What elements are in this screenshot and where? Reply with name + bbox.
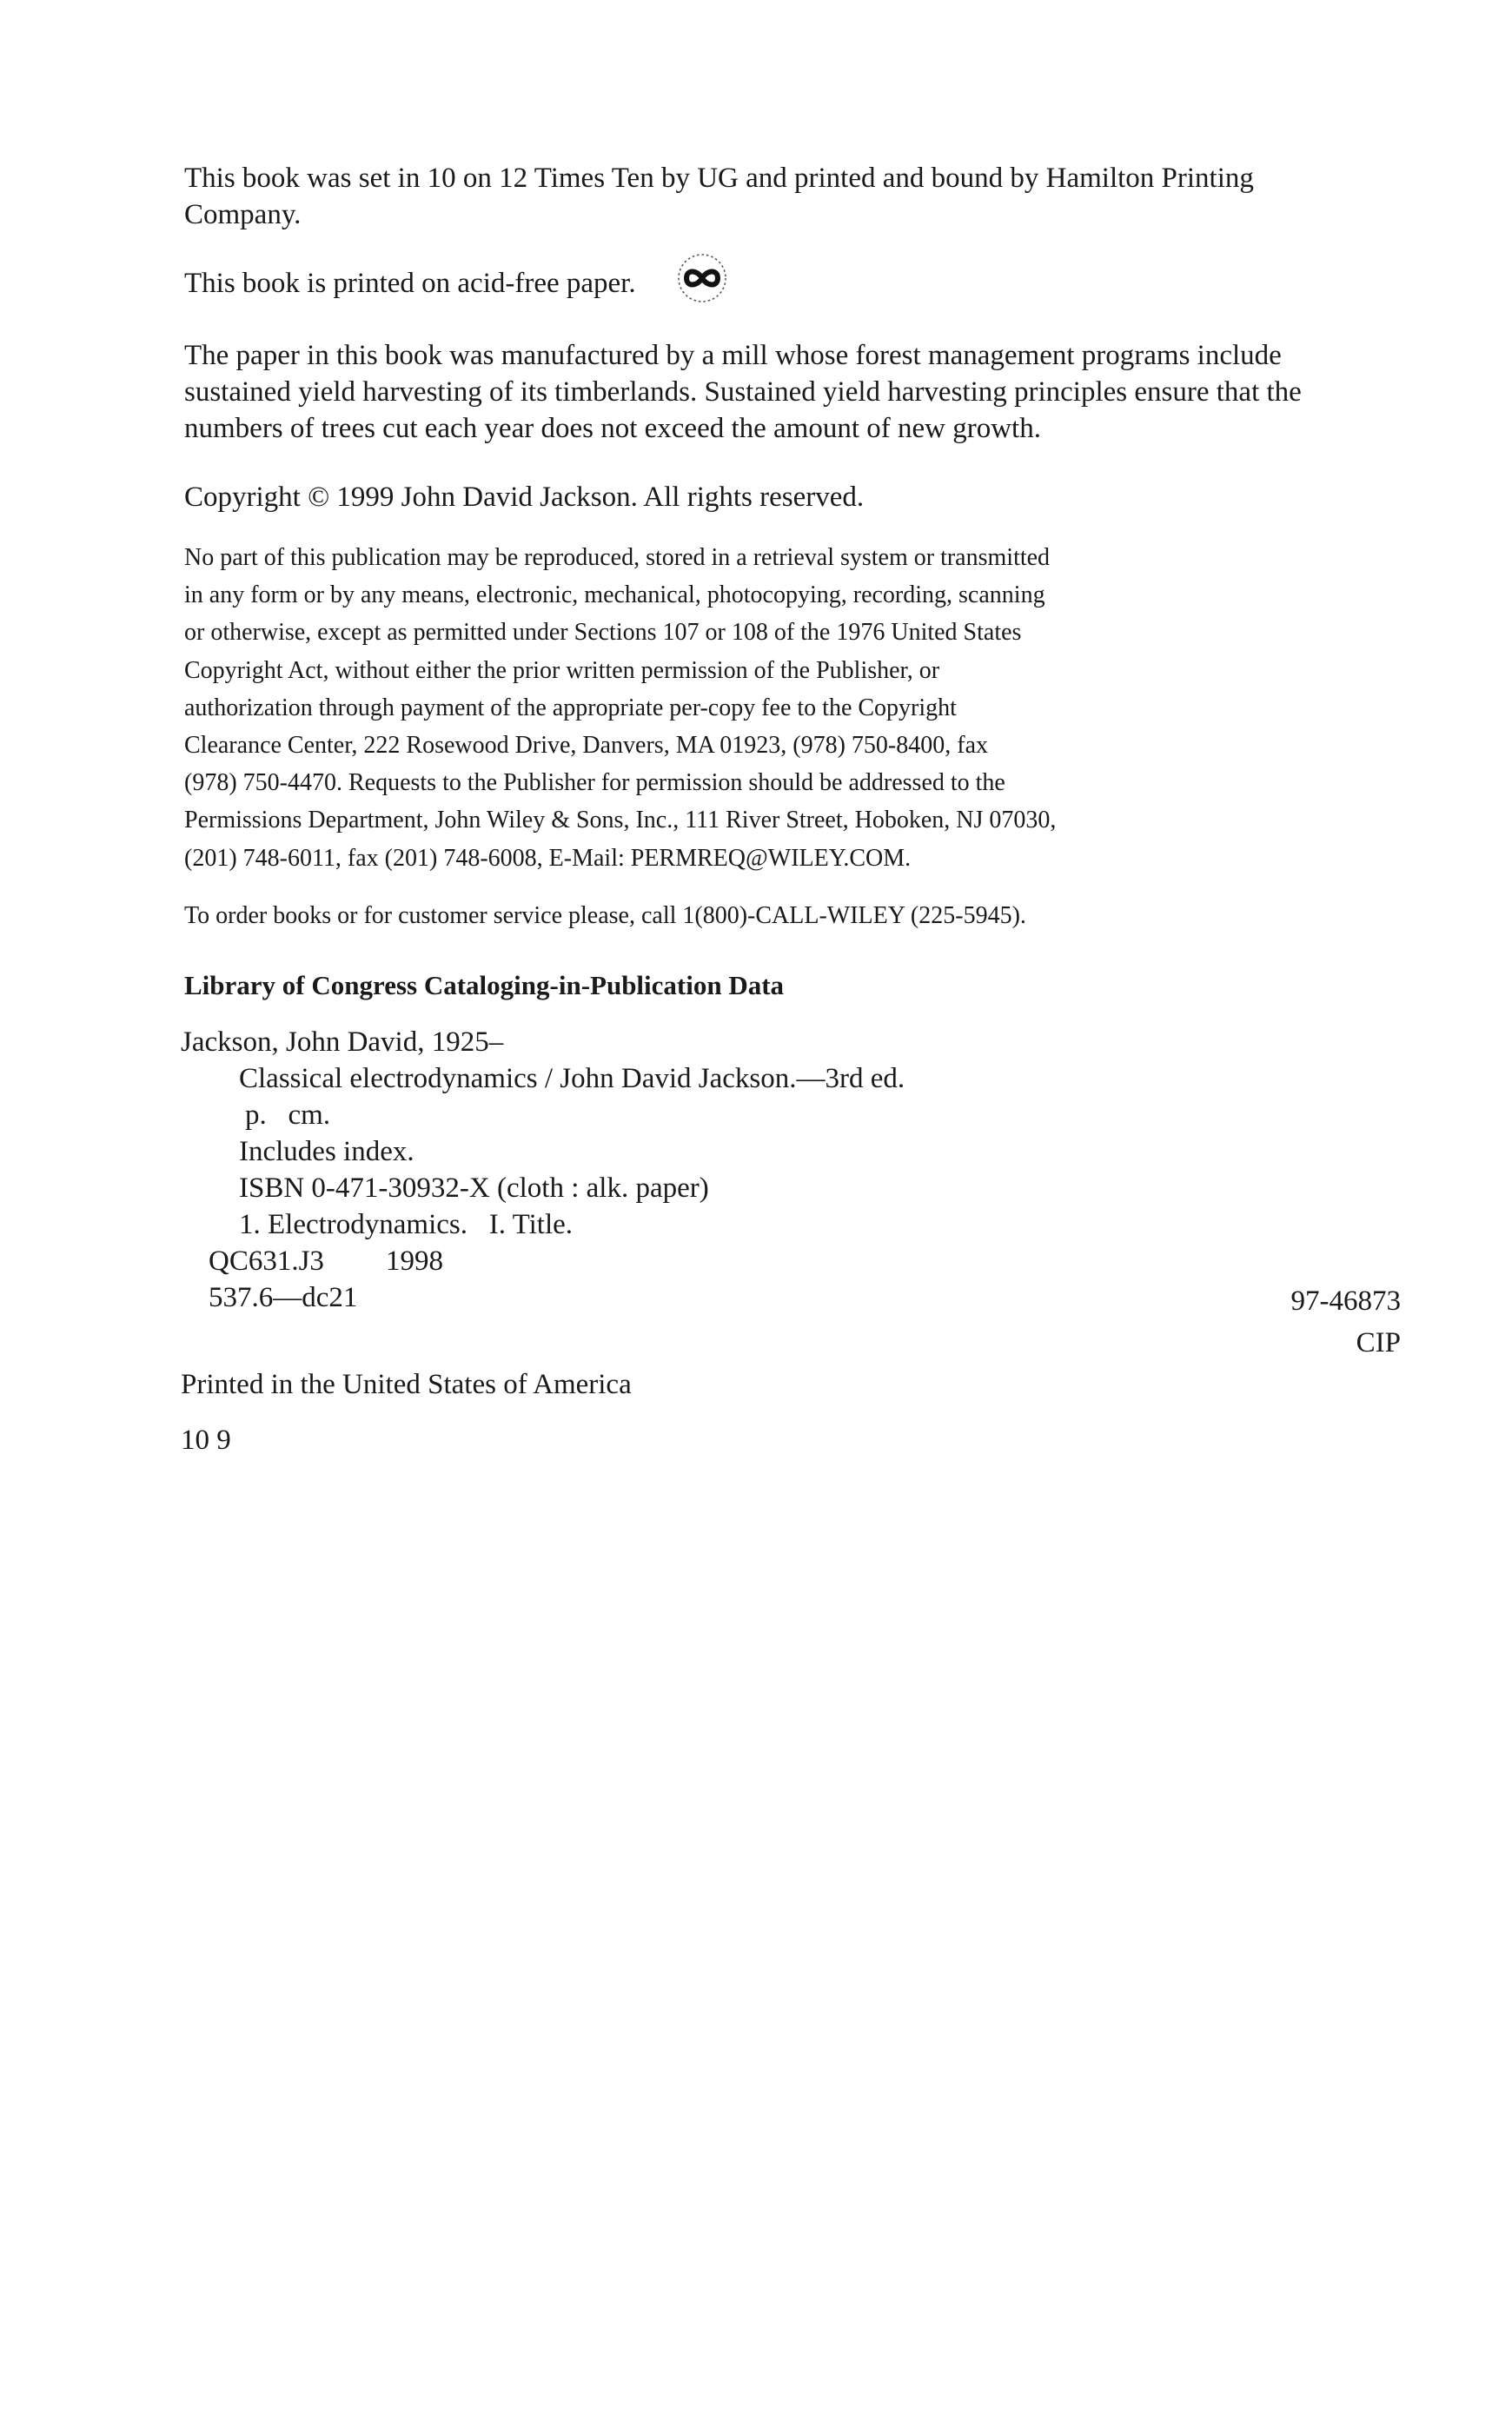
copyright-notice: Copyright © 1999 John David Jackson. All rights reserved.: [184, 482, 865, 513]
permissions-line: in any form or by any means, electronic, mechanical, photocopying, recording, scanning: [184, 581, 1045, 609]
cip-subject: 1. Electrodynamics. I. Title.: [239, 1209, 574, 1240]
order-info: To order books or for customer service please, call 1(800)-CALL-WILEY (225-5945).: [184, 902, 1026, 929]
permissions-line: or otherwise, except as permitted under Sections 107 or 108 of the 1976 United States: [184, 619, 1022, 647]
cip-pages: p. cm.: [245, 1099, 331, 1131]
printing-number: 10 9: [181, 1425, 231, 1456]
paper-note-line: The paper in this book was manufactured by a mill whose forest management programs include: [184, 340, 1282, 371]
printing-note-line: Company.: [184, 199, 302, 230]
paper-note: [184, 337, 1418, 447]
cip-author: Jackson, John David, 1925–: [181, 1026, 504, 1058]
cip-title: Classical electrodynamics / John David Jackson.—3rd ed.: [239, 1063, 905, 1094]
cip-dewey: 537.6—dc21: [209, 1282, 358, 1313]
cip-label: CIP: [1356, 1327, 1401, 1358]
permissions-line: (978) 750-4470. Requests to the Publisher for permission should be addressed to the: [184, 769, 1005, 797]
cip-heading: Library of Congress Cataloging-in-Publication Data: [184, 970, 785, 1000]
cip-lc-year: 1998: [386, 1245, 443, 1277]
printed-in: Printed in the United States of America: [181, 1369, 632, 1400]
printing-note: [184, 160, 1418, 233]
acid-free-text: This book is printed on acid-free paper.: [184, 268, 636, 299]
permissions-line: No part of this publication may be reproduced, stored in a retrieval system or transmitted: [184, 544, 1051, 571]
permissions-line: Copyright Act, without either the prior written permission of the Publisher, or: [184, 656, 940, 684]
cip-right-column: [1291, 1280, 1402, 1364]
cip-lc-class: QC631.J3: [209, 1245, 324, 1277]
cip-lccn: 97-46873: [1290, 1285, 1401, 1317]
permissions-statement: [184, 539, 1418, 877]
permissions-line: (201) 748-6011, fax (201) 748-6008, E-Mail: PERMREQ@WILEY.COM.: [184, 844, 912, 872]
infinity-paper-symbol-icon: [674, 250, 730, 306]
printing-note-line: This book was set in 10 on 12 Times Ten by UG and printed and bound by Hamilton Printing: [184, 163, 1254, 194]
permissions-line: Clearance Center, 222 Rosewood Drive, Danvers, MA 01923, (978) 750-8400, fax: [184, 732, 988, 760]
paper-note-line: sustained yield harvesting of its timberlands. Sustained yield harvesting principles ensure that the: [184, 376, 1302, 408]
cip-index: Includes index.: [239, 1136, 414, 1167]
paper-note-line: numbers of trees cut each year does not exceed the amount of new growth.: [184, 413, 1041, 444]
permissions-line: authorization through payment of the appropriate per-copy fee to the Copyright: [184, 694, 957, 721]
cip-isbn: ISBN 0-471-30932-X (cloth : alk. paper): [239, 1172, 709, 1204]
permissions-line: Permissions Department, John Wiley & Sons, Inc., 111 River Street, Hoboken, NJ 07030,: [184, 807, 1057, 834]
acid-free-note: [184, 256, 1418, 311]
